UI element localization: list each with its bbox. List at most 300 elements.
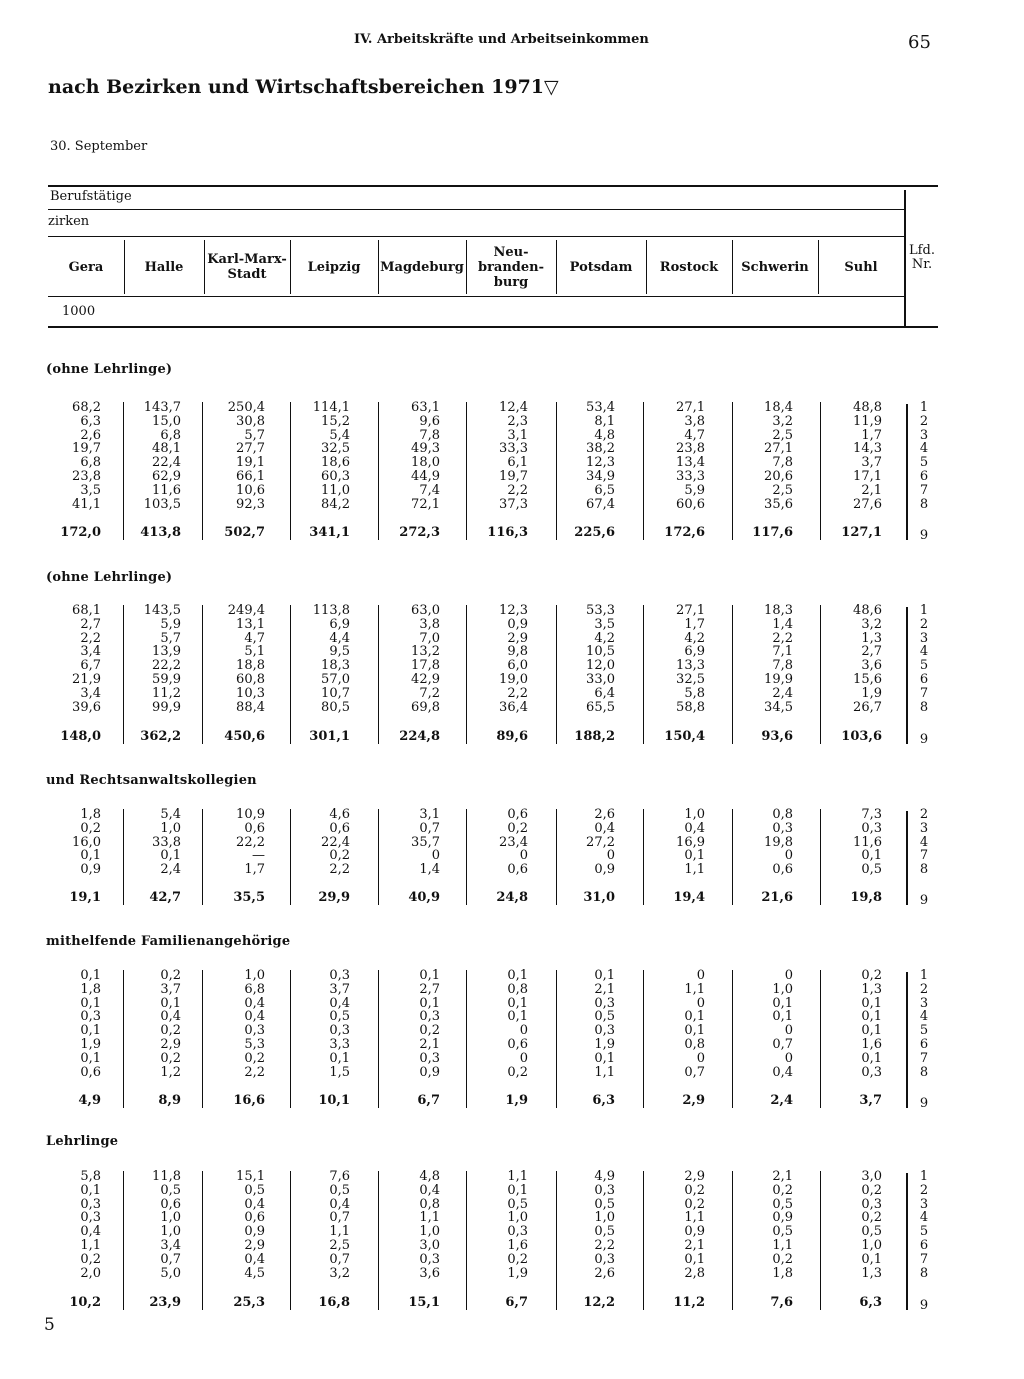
data-cell: 0 <box>696 968 705 983</box>
data-cell: 1,0 <box>861 1238 882 1253</box>
data-cell: 6,4 <box>594 686 615 701</box>
data-cell: 1,0 <box>684 807 705 822</box>
row-number: 2 <box>919 617 929 632</box>
row-number: 6 <box>919 469 929 484</box>
data-cell: 35,7 <box>411 835 440 850</box>
data-cell: 4,7 <box>244 631 265 646</box>
data-cell: 3,2 <box>772 414 793 429</box>
column-separator <box>378 605 379 744</box>
data-cell: 3,4 <box>160 1238 181 1253</box>
data-cell: 5,1 <box>244 644 265 659</box>
data-cell: 88,4 <box>236 700 265 715</box>
data-cell: 0,1 <box>419 968 440 983</box>
data-cell: 11,6 <box>152 483 181 498</box>
data-cell: 15,0 <box>152 414 181 429</box>
total-cell: 89,6 <box>496 729 528 744</box>
total-cell: 19,1 <box>69 890 101 905</box>
data-cell: 33,0 <box>586 672 615 687</box>
data-cell: 3,8 <box>419 617 440 632</box>
data-cell: 22,4 <box>152 455 181 470</box>
data-cell: 143,5 <box>143 603 181 618</box>
data-cell: 3,0 <box>861 1169 882 1184</box>
data-cell: 18,3 <box>764 603 793 618</box>
data-cell: 11,0 <box>321 483 350 498</box>
data-cell: 0,7 <box>329 1210 350 1225</box>
data-cell: 3,4 <box>80 686 101 701</box>
data-cell: 0,2 <box>861 1210 882 1225</box>
column-separator <box>202 970 203 1108</box>
data-cell: 4,2 <box>684 631 705 646</box>
row-number: 6 <box>919 1037 929 1052</box>
data-cell: 0 <box>519 1051 528 1066</box>
data-cell: 0,9 <box>684 1224 705 1239</box>
column-separator <box>643 809 644 905</box>
row-number: 7 <box>919 1252 929 1267</box>
data-cell: 32,5 <box>676 672 705 687</box>
data-cell: 7,3 <box>861 807 882 822</box>
data-cell: 0,5 <box>160 1183 181 1198</box>
data-cell: 0 <box>784 1023 793 1038</box>
data-cell: 0,2 <box>160 1023 181 1038</box>
data-cell: 2,9 <box>160 1037 181 1052</box>
total-cell: 6,3 <box>592 1093 615 1108</box>
data-cell: 0,5 <box>772 1197 793 1212</box>
data-cell: 19,7 <box>499 469 528 484</box>
data-cell: 3,5 <box>594 617 615 632</box>
column-separator <box>123 809 124 905</box>
data-cell: 0,2 <box>861 1183 882 1198</box>
data-cell: 38,2 <box>586 441 615 456</box>
data-cell: 0,3 <box>419 1051 440 1066</box>
row-number: 8 <box>919 1065 929 1080</box>
label-berufstaetige: Berufstätige <box>50 189 132 204</box>
data-cell: 0,2 <box>244 1051 265 1066</box>
data-cell: 12,3 <box>499 603 528 618</box>
data-cell: 0,2 <box>772 1252 793 1267</box>
total-cell: 150,4 <box>664 729 705 744</box>
row-number: 4 <box>919 644 929 659</box>
column-header-divider <box>378 240 379 294</box>
data-cell: 0,4 <box>329 1197 350 1212</box>
data-cell: 0,2 <box>507 821 528 836</box>
total-cell: 2,4 <box>770 1093 793 1108</box>
data-cell: 27,7 <box>236 441 265 456</box>
data-cell: 1,9 <box>594 1037 615 1052</box>
data-cell: 26,7 <box>853 700 882 715</box>
data-cell: 0 <box>696 1051 705 1066</box>
data-cell: 1,1 <box>594 1065 615 1080</box>
data-cell: 15,6 <box>853 672 882 687</box>
data-cell: 3,2 <box>861 617 882 632</box>
data-cell: 0,1 <box>861 1051 882 1066</box>
data-cell: 23,8 <box>72 469 101 484</box>
data-cell: 19,8 <box>764 835 793 850</box>
data-cell: 0,3 <box>594 1023 615 1038</box>
total-cell: 301,1 <box>309 729 350 744</box>
data-cell: 4,5 <box>244 1266 265 1281</box>
data-cell: 4,7 <box>684 428 705 443</box>
data-cell: 0,1 <box>684 1009 705 1024</box>
lfd-nr-header: Lfd. Nr. <box>909 243 935 272</box>
total-cell: 172,6 <box>664 525 705 540</box>
data-cell: 0,4 <box>419 1183 440 1198</box>
data-cell: 0,5 <box>861 1224 882 1239</box>
data-cell: 0,4 <box>772 1065 793 1080</box>
column-separator <box>820 970 821 1108</box>
data-cell: 2,2 <box>244 1065 265 1080</box>
data-cell: 21,9 <box>72 672 101 687</box>
column-separator <box>732 970 733 1108</box>
data-cell: 7,8 <box>772 658 793 673</box>
data-cell: 6,9 <box>329 617 350 632</box>
row-number-separator <box>906 404 908 540</box>
data-cell: 1,1 <box>80 1238 101 1253</box>
data-cell: 0,2 <box>329 848 350 863</box>
data-cell: 0,6 <box>80 1065 101 1080</box>
data-cell: 18,6 <box>321 455 350 470</box>
column-separator <box>643 402 644 540</box>
data-cell: 1,3 <box>861 1266 882 1281</box>
column-separator <box>290 1171 291 1310</box>
total-cell: 23,9 <box>149 1295 181 1310</box>
data-cell: 19,1 <box>236 455 265 470</box>
data-cell: 0,9 <box>244 1224 265 1239</box>
data-cell: 27,2 <box>586 835 615 850</box>
total-cell: 25,3 <box>233 1295 265 1310</box>
data-cell: 4,9 <box>594 1169 615 1184</box>
data-cell: 0,3 <box>80 1197 101 1212</box>
data-cell: 0,2 <box>507 1252 528 1267</box>
row-number: 8 <box>919 862 929 877</box>
data-cell: 10,3 <box>236 686 265 701</box>
data-cell: 22,4 <box>321 835 350 850</box>
data-cell: 2,4 <box>772 686 793 701</box>
data-cell: 0,6 <box>244 1210 265 1225</box>
data-cell: 0,1 <box>507 1183 528 1198</box>
data-cell: 9,8 <box>507 644 528 659</box>
row-number: 8 <box>919 497 929 512</box>
data-cell: 8,1 <box>594 414 615 429</box>
row-number: 4 <box>919 1009 929 1024</box>
data-cell: 0,1 <box>329 1051 350 1066</box>
data-cell: 1,5 <box>329 1065 350 1080</box>
data-cell: 13,9 <box>152 644 181 659</box>
column-separator <box>123 970 124 1108</box>
data-cell: 5,4 <box>329 428 350 443</box>
data-cell: 41,1 <box>72 497 101 512</box>
total-cell: 21,6 <box>761 890 793 905</box>
page-number: 65 <box>908 32 931 53</box>
data-cell: 5,0 <box>160 1266 181 1281</box>
data-cell: 5,7 <box>160 631 181 646</box>
column-header: Neu- branden- burg <box>477 244 545 290</box>
total-cell: 42,7 <box>149 890 181 905</box>
data-cell: 0,1 <box>507 996 528 1011</box>
data-cell: 0,1 <box>507 968 528 983</box>
row-number: 1 <box>919 400 929 415</box>
data-cell: 1,3 <box>861 982 882 997</box>
column-separator <box>466 1171 467 1310</box>
data-cell: 10,6 <box>236 483 265 498</box>
column-separator <box>643 1171 644 1310</box>
data-cell: 2,3 <box>507 414 528 429</box>
column-header: Halle <box>144 259 184 275</box>
column-separator <box>820 605 821 744</box>
data-cell: 249,4 <box>227 603 265 618</box>
data-cell: 62,9 <box>152 469 181 484</box>
header-rule-bottom <box>48 326 938 328</box>
data-cell: 0 <box>696 996 705 1011</box>
data-cell: 3,1 <box>419 807 440 822</box>
data-cell: 0,1 <box>594 968 615 983</box>
row-number: 8 <box>919 700 929 715</box>
total-cell: 12,2 <box>583 1295 615 1310</box>
data-cell: 0,2 <box>160 968 181 983</box>
data-cell: 0,3 <box>419 1009 440 1024</box>
data-cell: 13,3 <box>676 658 705 673</box>
data-cell: 0,1 <box>507 1009 528 1024</box>
data-cell: 0,4 <box>244 1009 265 1024</box>
total-cell: 29,9 <box>318 890 350 905</box>
row-number: 9 <box>919 528 929 543</box>
row-number: 3 <box>919 428 929 443</box>
row-number: 6 <box>919 672 929 687</box>
data-cell: 1,0 <box>244 968 265 983</box>
data-cell: 0,3 <box>594 1252 615 1267</box>
row-number: 4 <box>919 1210 929 1225</box>
data-cell: 49,3 <box>411 441 440 456</box>
data-cell: 53,3 <box>586 603 615 618</box>
data-cell: 92,3 <box>236 497 265 512</box>
column-header: Karl-Marx- Stadt <box>207 252 287 282</box>
total-cell: 362,2 <box>140 729 181 744</box>
data-cell: 2,1 <box>419 1037 440 1052</box>
data-cell: 11,9 <box>853 414 882 429</box>
data-cell: 0,6 <box>329 821 350 836</box>
data-cell: 1,0 <box>507 1210 528 1225</box>
column-separator <box>556 1171 557 1310</box>
total-cell: 8,9 <box>158 1093 181 1108</box>
row-number: 9 <box>919 1298 929 1313</box>
data-cell: 6,3 <box>80 414 101 429</box>
header-rule-top <box>48 185 938 187</box>
data-cell: 0,8 <box>507 982 528 997</box>
data-cell: 3,6 <box>419 1266 440 1281</box>
column-separator <box>643 970 644 1108</box>
data-cell: 0,8 <box>419 1197 440 1212</box>
data-cell: 5,8 <box>684 686 705 701</box>
data-cell: 1,0 <box>772 982 793 997</box>
column-separator <box>643 605 644 744</box>
total-cell: 6,3 <box>859 1295 882 1310</box>
data-cell: 1,1 <box>684 862 705 877</box>
data-cell: 0,1 <box>80 1023 101 1038</box>
column-separator <box>556 402 557 540</box>
data-cell: 2,4 <box>160 862 181 877</box>
total-cell: 19,8 <box>850 890 882 905</box>
data-cell: 3,0 <box>419 1238 440 1253</box>
data-cell: 0,5 <box>594 1197 615 1212</box>
total-cell: 272,3 <box>399 525 440 540</box>
data-cell: 33,3 <box>499 441 528 456</box>
data-cell: 4,8 <box>594 428 615 443</box>
data-cell: 2,1 <box>861 483 882 498</box>
data-cell: 1,2 <box>160 1065 181 1080</box>
column-separator <box>290 402 291 540</box>
total-cell: 450,6 <box>224 729 265 744</box>
data-cell: — <box>252 848 265 863</box>
total-cell: 10,2 <box>69 1295 101 1310</box>
data-cell: 113,8 <box>312 603 350 618</box>
data-cell: 2,5 <box>329 1238 350 1253</box>
data-cell: 2,2 <box>80 631 101 646</box>
data-cell: 7,8 <box>419 428 440 443</box>
data-cell: 0,1 <box>861 1009 882 1024</box>
data-cell: 0,1 <box>80 1183 101 1198</box>
row-number: 2 <box>919 982 929 997</box>
data-cell: 0,5 <box>507 1197 528 1212</box>
column-header: Potsdam <box>569 259 633 275</box>
data-cell: 6,9 <box>684 644 705 659</box>
column-separator <box>378 1171 379 1310</box>
data-cell: 6,7 <box>80 658 101 673</box>
column-separator <box>202 605 203 744</box>
total-cell: 188,2 <box>574 729 615 744</box>
data-cell: 2,2 <box>772 631 793 646</box>
row-number: 2 <box>919 1183 929 1198</box>
data-cell: 1,0 <box>160 821 181 836</box>
column-separator <box>466 605 467 744</box>
column-header: Gera <box>68 259 104 275</box>
column-separator <box>732 402 733 540</box>
data-cell: 2,5 <box>772 428 793 443</box>
data-cell: 1,8 <box>772 1266 793 1281</box>
data-cell: 0,5 <box>329 1009 350 1024</box>
data-cell: 2,6 <box>594 807 615 822</box>
data-cell: 7,4 <box>419 483 440 498</box>
data-cell: 0,2 <box>507 1065 528 1080</box>
data-cell: 114,1 <box>312 400 350 415</box>
data-cell: 250,4 <box>227 400 265 415</box>
data-cell: 2,1 <box>684 1238 705 1253</box>
row-number-separator <box>906 1173 908 1310</box>
section-title: (ohne Lehrlinge) <box>46 362 173 377</box>
data-cell: 59,9 <box>152 672 181 687</box>
data-cell: 19,7 <box>72 441 101 456</box>
data-cell: 0,2 <box>419 1023 440 1038</box>
column-header-divider <box>818 240 819 294</box>
data-cell: 36,4 <box>499 700 528 715</box>
data-cell: 1,7 <box>684 617 705 632</box>
total-cell: 116,3 <box>487 525 528 540</box>
data-cell: 0 <box>784 1051 793 1066</box>
row-number: 4 <box>919 835 929 850</box>
data-cell: 11,8 <box>152 1169 181 1184</box>
total-cell: 31,0 <box>583 890 615 905</box>
row-number: 3 <box>919 821 929 836</box>
data-cell: 1,7 <box>244 862 265 877</box>
data-cell: 9,5 <box>329 644 350 659</box>
data-cell: 0,3 <box>594 996 615 1011</box>
data-cell: 5,8 <box>80 1169 101 1184</box>
data-cell: 0,5 <box>594 1009 615 1024</box>
data-cell: 10,5 <box>586 644 615 659</box>
data-cell: 1,1 <box>772 1238 793 1253</box>
row-number: 7 <box>919 686 929 701</box>
data-cell: 0,1 <box>594 1051 615 1066</box>
data-cell: 7,6 <box>329 1169 350 1184</box>
data-cell: 1,7 <box>861 428 882 443</box>
data-cell: 15,1 <box>236 1169 265 1184</box>
row-number-separator <box>906 607 908 744</box>
data-cell: 0,6 <box>507 1037 528 1052</box>
data-cell: 27,1 <box>676 400 705 415</box>
data-cell: 143,7 <box>143 400 181 415</box>
column-separator <box>820 809 821 905</box>
data-cell: 0,4 <box>160 1009 181 1024</box>
column-header: Leipzig <box>307 259 361 275</box>
data-cell: 1,9 <box>80 1037 101 1052</box>
column-separator <box>290 970 291 1108</box>
data-cell: 0,1 <box>80 996 101 1011</box>
data-cell: 0,4 <box>244 1197 265 1212</box>
data-cell: 6,8 <box>80 455 101 470</box>
data-cell: 18,0 <box>411 455 440 470</box>
data-cell: 0,3 <box>80 1210 101 1225</box>
total-cell: 1,9 <box>505 1093 528 1108</box>
data-cell: 1,1 <box>684 1210 705 1225</box>
data-cell: 27,1 <box>676 603 705 618</box>
row-number: 3 <box>919 996 929 1011</box>
data-cell: 17,8 <box>411 658 440 673</box>
total-cell: 6,7 <box>505 1295 528 1310</box>
data-cell: 5,3 <box>244 1037 265 1052</box>
data-cell: 0,4 <box>329 996 350 1011</box>
data-cell: 4,4 <box>329 631 350 646</box>
data-cell: 58,8 <box>676 700 705 715</box>
data-cell: 42,9 <box>411 672 440 687</box>
data-cell: 2,5 <box>772 483 793 498</box>
data-cell: 0,9 <box>772 1210 793 1225</box>
row-number: 5 <box>919 1224 929 1239</box>
data-cell: 5,7 <box>244 428 265 443</box>
data-cell: 0,1 <box>861 1023 882 1038</box>
data-cell: 0,1 <box>80 968 101 983</box>
data-cell: 2,6 <box>80 428 101 443</box>
total-cell: 148,0 <box>60 729 101 744</box>
data-cell: 0,3 <box>594 1183 615 1198</box>
data-cell: 5,9 <box>684 483 705 498</box>
data-cell: 48,1 <box>152 441 181 456</box>
data-cell: 3,7 <box>329 982 350 997</box>
column-header-divider <box>290 240 291 294</box>
data-cell: 12,3 <box>586 455 615 470</box>
data-cell: 63,0 <box>411 603 440 618</box>
row-number: 9 <box>919 732 929 747</box>
data-cell: 30,8 <box>236 414 265 429</box>
row-number: 3 <box>919 631 929 646</box>
data-cell: 1,0 <box>160 1210 181 1225</box>
data-cell: 103,5 <box>143 497 181 512</box>
total-cell: 10,1 <box>318 1093 350 1108</box>
data-cell: 2,0 <box>80 1266 101 1281</box>
total-cell: 103,6 <box>841 729 882 744</box>
section-title: Lehrlinge <box>46 1134 119 1149</box>
page-marker: 5 <box>44 1315 55 1335</box>
data-cell: 0,3 <box>80 1009 101 1024</box>
column-header-divider <box>466 240 467 294</box>
row-number: 3 <box>919 1197 929 1212</box>
